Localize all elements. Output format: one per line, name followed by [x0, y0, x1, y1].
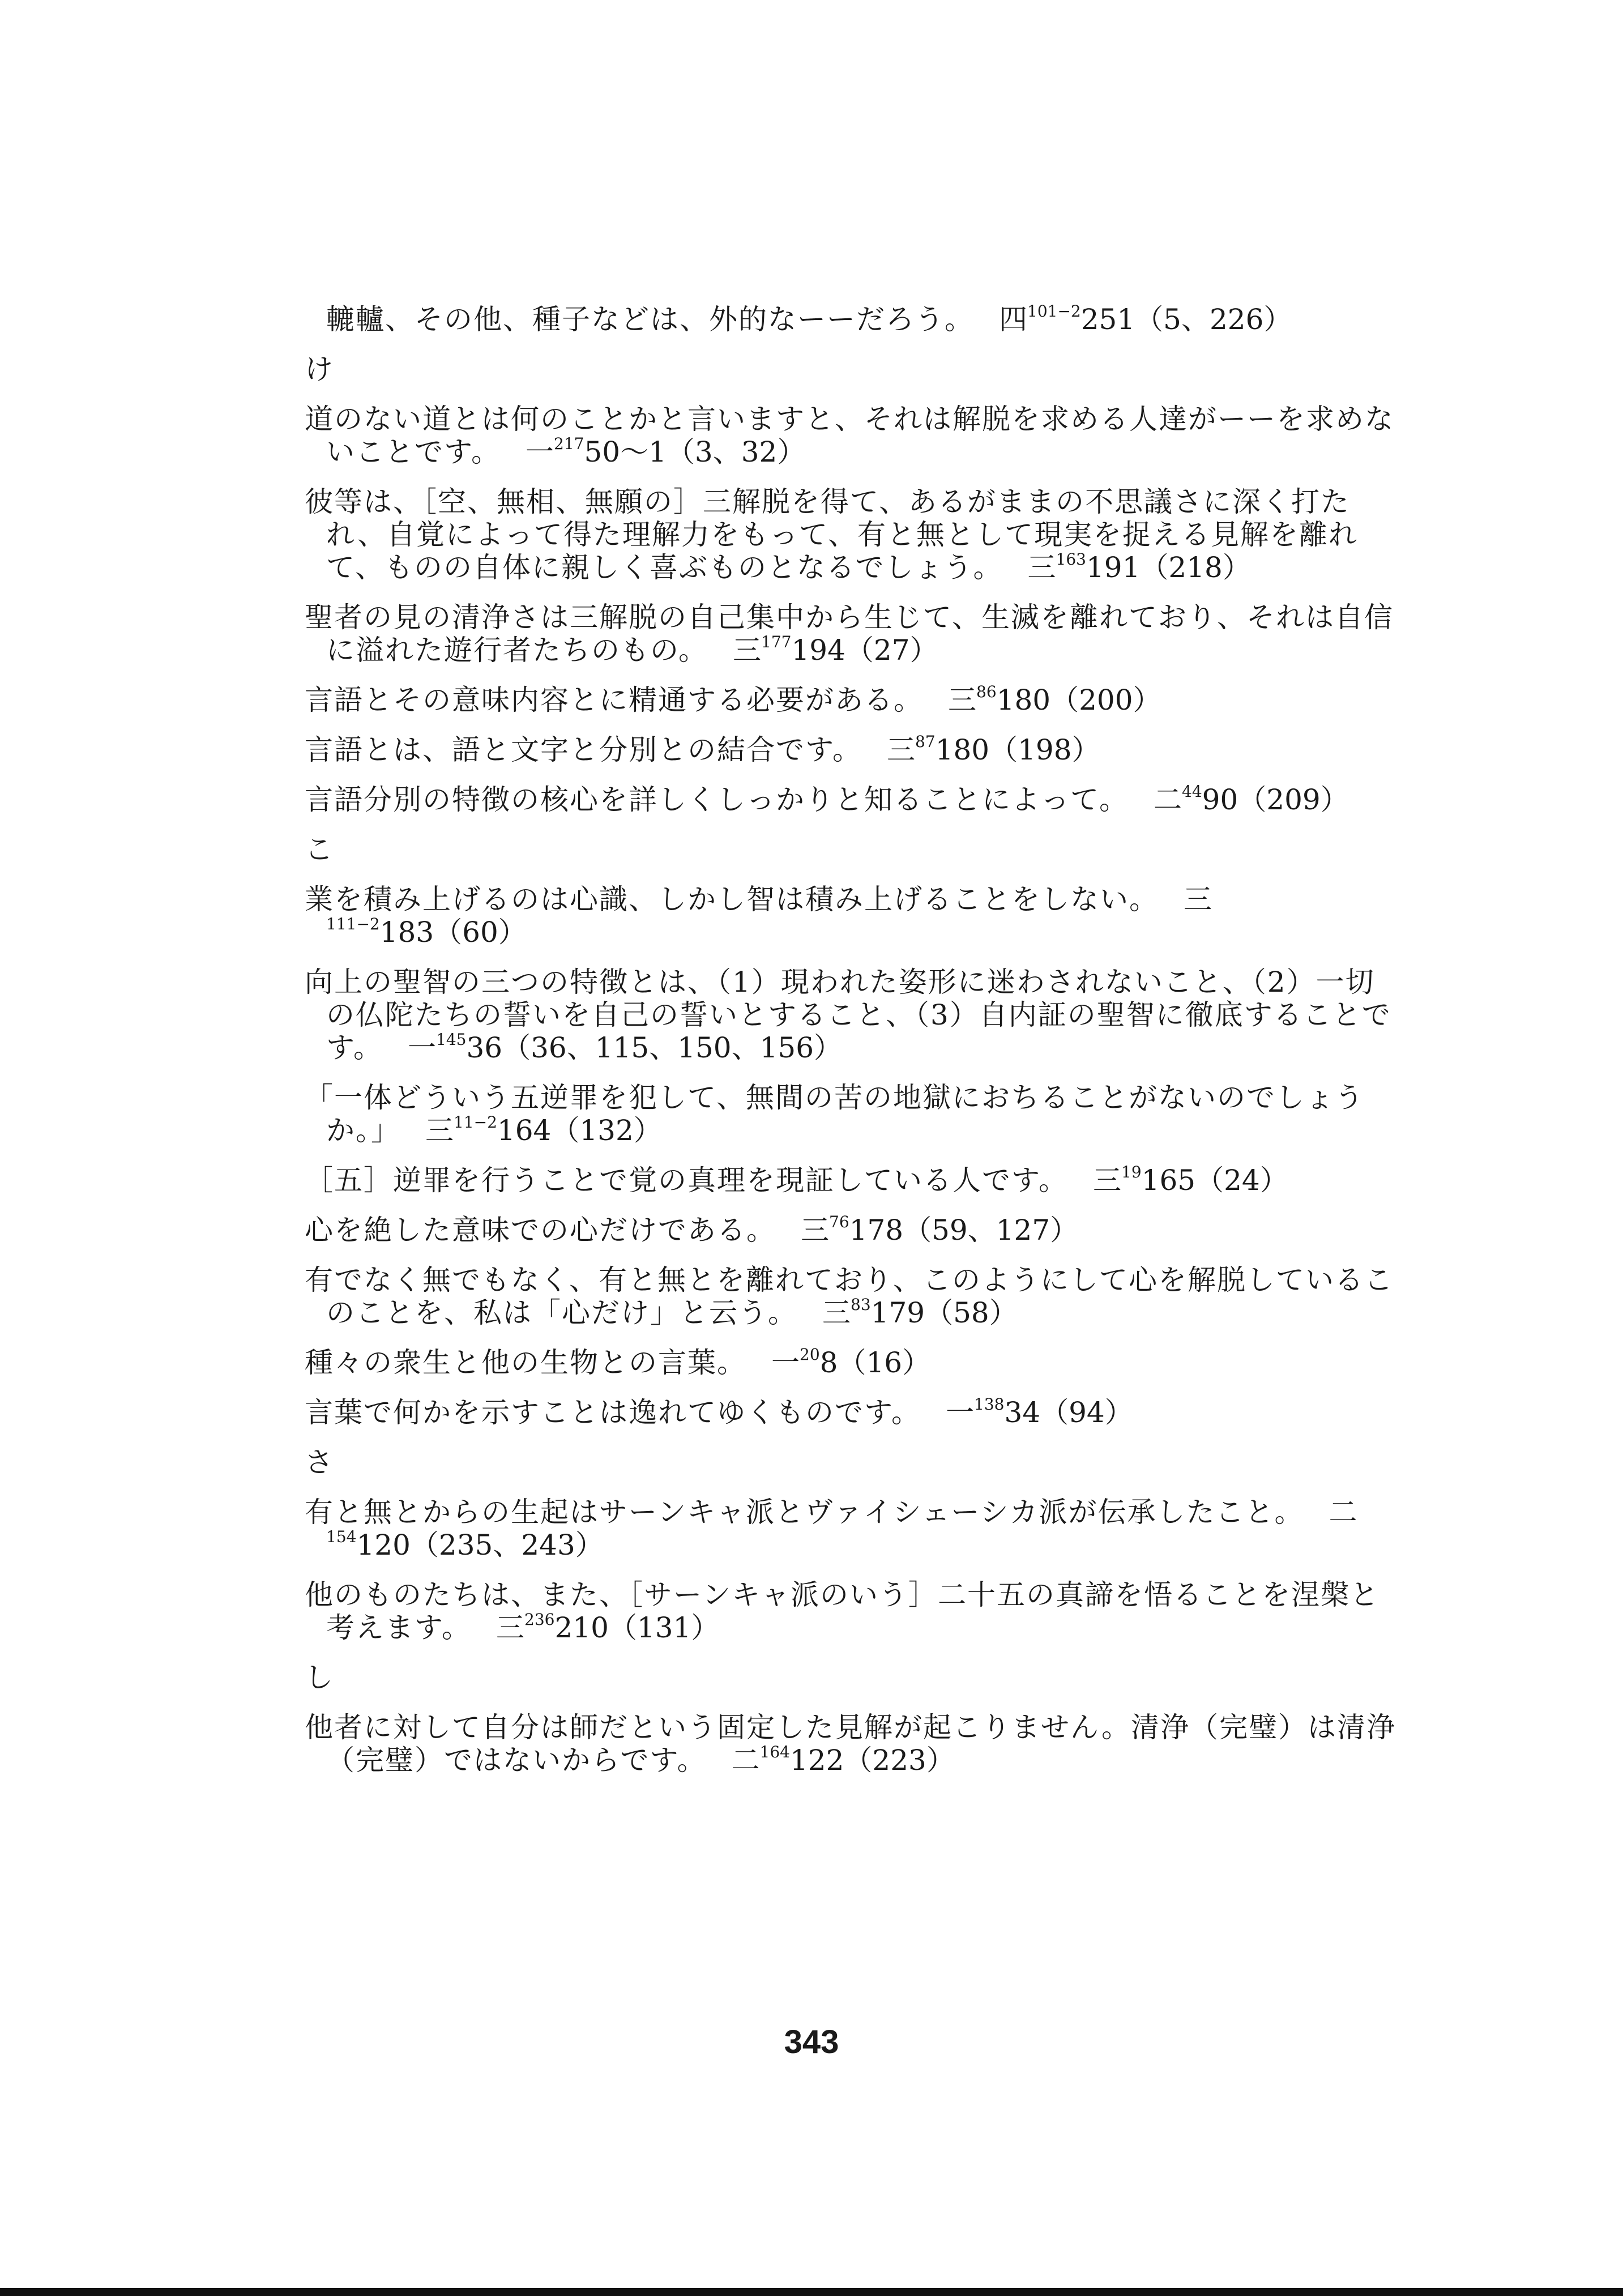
index-entry [326, 303, 1403, 336]
entry-text: 聖者の見の清浄さは三解脱の自己集中から生じて、生滅を離れており、それは自信に溢れた遊行者たちのもの。 [305, 601, 1394, 667]
entry-reference: 三$^{19}$165（24） [1093, 1163, 1288, 1197]
entry-text: 心を絶した意味での心だけである。 [305, 1214, 776, 1247]
index-entry [305, 783, 1403, 816]
index-entry [305, 966, 1403, 1064]
entry-reference: 三$^{83}$179（58） [822, 1295, 1018, 1329]
entry-reference: 一$^{138}$34（94） [946, 1395, 1133, 1429]
entry-reference: 三$^{163}$191（218） [1027, 550, 1251, 584]
entry-text: ［五］逆罪を行うことで覚の真理を現証している人です。 [305, 1164, 1068, 1197]
index-entry [305, 1346, 1403, 1379]
entry-text: 言語分別の特徴の核心を詳しくしっかりと知ることによって。 [305, 783, 1129, 816]
entry-reference: 二$^{44}$90（209） [1154, 782, 1349, 816]
index-content [305, 303, 1403, 1794]
page-number: 343 [784, 2024, 839, 2060]
section-heading: し [305, 1661, 333, 1694]
index-entry [305, 403, 1403, 468]
entry-reference: 三$^{76}$178（59、127） [801, 1213, 1079, 1247]
entry-text: 轆轤、その他、種子などは、外的なーーだろう。 [326, 303, 974, 336]
entry-reference: 三$^{177}$194（27） [733, 633, 938, 667]
entry-reference: 三$^{11-2}$164（132） [425, 1113, 662, 1147]
scan-edge-rule [0, 2288, 1623, 2296]
entry-text: 他者に対して自分は師だという固定した見解が起こりません。清浄（完璧）は清浄（完璧）ではないからです。 [305, 1711, 1396, 1777]
index-entry [305, 1496, 1403, 1561]
entry-reference: 一$^{217}$50〜1（3、32） [526, 434, 806, 468]
section-heading: け [305, 353, 333, 386]
index-entry [305, 1711, 1403, 1777]
index-entry [305, 1578, 1403, 1644]
entry-reference: 四$^{101-2}$251（5、226） [999, 302, 1292, 336]
entry-text: 種々の衆生と他の生物との言葉。 [305, 1346, 746, 1379]
section-heading: こ [305, 833, 333, 866]
index-entry [305, 1264, 1403, 1329]
entry-text: 他のものたちは、また、［サーンキャ派のいう］二十五の真諦を悟ることを涅槃と考えます。 [305, 1578, 1379, 1644]
entry-text: 向上の聖智の三つの特徴とは、（1）現われた姿形に迷わされないこと、（2）一切の仏陀たちの誓いを自己の誓いとすること、（3）自内証の聖智に徹底することです。 [305, 966, 1391, 1064]
index-entry [305, 1396, 1403, 1429]
entry-text: 彼等は、［空、無相、無願の］三解脱を得て、あるがままの不思議さに深く打たれ、自覚によって得た理解力をもって、有と無として現実を捉える見解を離れて、ものの自体に親しく喜ぶものとなるでしょう。 [305, 485, 1358, 584]
entry-text: 業を積み上げるのは心識、しかし智は積み上げることをしない。 [305, 883, 1159, 916]
entry-reference: 二$^{154}$120（235、243） [326, 1496, 1357, 1561]
entry-reference: 一$^{20}$8（16） [771, 1345, 931, 1379]
index-entry [305, 1164, 1403, 1197]
index-entry [305, 485, 1403, 584]
index-entry [305, 684, 1403, 716]
entry-reference: 三$^{111-2}$183（60） [326, 883, 1212, 949]
entry-reference: 三$^{87}$180（198） [887, 732, 1100, 766]
entry-text: 有でなく無でもなく、有と無とを離れており、このようにして心を解脱しているこのことを、私は「心だけ」と云う。 [305, 1264, 1394, 1329]
entry-text: 「一体どういう五逆罪を犯して、無間の苦の地獄におちることがないのでしょうか。」 [305, 1081, 1364, 1147]
entry-text: 言葉で何かを示すことは逸れてゆくものです。 [305, 1396, 921, 1429]
index-entry [305, 1214, 1403, 1247]
entry-text: 道のない道とは何のことかと言いますと、それは解脱を求める人達がーーを求めないことです。 [305, 403, 1394, 468]
entry-text: 言語とは、語と文字と分別との結合です。 [305, 733, 862, 766]
index-entry [305, 1081, 1403, 1147]
entry-text: 有と無とからの生起はサーンキャ派とヴァイシェーシカ派が伝承したこと。 [305, 1496, 1304, 1529]
index-entry [305, 883, 1403, 949]
index-entry [305, 733, 1403, 766]
entry-reference: 三$^{86}$180（200） [948, 682, 1161, 716]
entry-reference: 三$^{236}$210（131） [496, 1610, 720, 1644]
index-entry [305, 601, 1403, 667]
entry-text: 言語とその意味内容とに精通する必要がある。 [305, 684, 923, 716]
section-heading: さ [305, 1446, 333, 1479]
entry-reference: 一$^{145}$36（36、115、150、156） [408, 1030, 843, 1064]
entry-reference: 二$^{164}$122（223） [731, 1743, 955, 1777]
